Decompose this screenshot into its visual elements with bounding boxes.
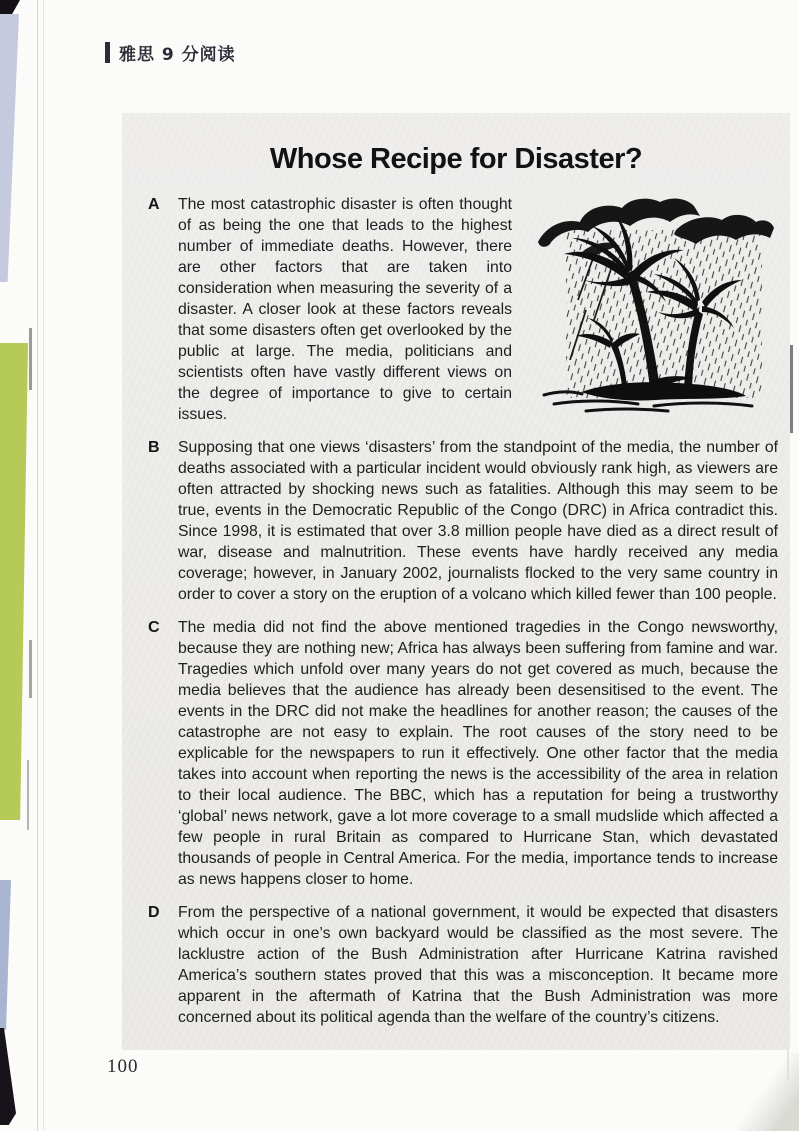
paragraph-label: A [148,196,160,213]
reading-passage-panel [122,113,790,1050]
scan-mark [29,328,32,390]
paragraph-d [148,902,778,1028]
scan-corner-black [0,0,20,16]
article-title: Whose Recipe for Disaster? [269,143,643,175]
header-rule-icon [105,42,110,63]
binding-strip-blue-top [0,14,19,282]
book-header [105,40,236,65]
binding-strip-blue-bottom [0,880,11,1030]
page-crease-line [37,0,38,1131]
paragraph-c [148,617,778,890]
binding-strip-green [0,343,28,820]
paragraph-label: C [148,619,160,636]
paragraph-text: From the perspective of a national government, it would be expected that disasters which occur in one’s own backyard would be classified as the most severe. The lacklustre action of the Bush Administration after Hurricane Katrina ravished America’s southern states proved that this was a misconception. It became more apparent in the aftermath of Katrina that the Bush Administration was more concerned about its political agenda than the welfare of the country’s citizens. [178,904,778,1026]
paragraph-text: The most catastrophic disaster is often thought of as being the one that leads to the highest number of immediate deaths. However, there are other factors that are taken into consideration when measuring the severity of a disaster. A closer look at these factors reveals that some disasters often get overlooked by the public at large. The media, politicians and scientists often have vastly different views on the degree of importance to give to certain issues. [178,196,512,423]
paragraph-b [148,437,778,605]
article-body [148,194,778,1028]
paragraph-text: Supposing that one views ‘disasters’ from the standpoint of the media, the number of deaths associated with a particular incident would obviously rank high, as viewers are often attracted by shocking news such as fatalities. Although this may seem to be true, events in the Democratic Republic of the Congo (DRC) in Africa contradict this. Since 1998, it is estimated that over 3.8 million people have died as a direct result of war, disease and malnutrition. These events have hardly received any media coverage; however, in January 2002, journalists flocked to the very same country in order to cover a story on the eruption of a volcano which killed fewer than 100 people. [178,439,778,603]
paragraph-label: D [148,904,160,921]
page-corner-shadow [733,1053,799,1131]
scan-mark-right [790,345,793,433]
scan-mark [29,640,32,698]
scan-mark [27,760,29,830]
page-crease-line [43,0,44,1131]
binding-shadow-wedge [0,1028,16,1125]
book-header-title: 雅思 9 分阅读 [119,45,236,65]
page-number: 100 [107,1056,139,1077]
paragraph-label: B [148,439,160,456]
paragraph-a [148,194,778,425]
paragraph-text: The media did not find the above mentioned tragedies in the Congo newsworthy, because they are nothing new; Africa has always been suffering from famine and war. Tragedies which unfold over many years do not get covered as much, because the media believes that the audience has already been desensitised to the event. The events in the DRC did not make the headlines for another reason; the causes of the catastrophe are not easy to explain. The root causes of the story need to be explicable for the newspapers to run it effectively. One other factor that the media takes into account when reporting the news is the accessibility of the area in relation to their local audience. The BBC, which has a reputation for being a trustworthy ‘global’ news network, gave a lot more coverage to a small mudslide which affected a few people in rural Britain as compared to Hurricane Stan, which devastated thousands of people in Central America. For the media, importance tends to increase as news happens closer to home. [178,619,778,888]
